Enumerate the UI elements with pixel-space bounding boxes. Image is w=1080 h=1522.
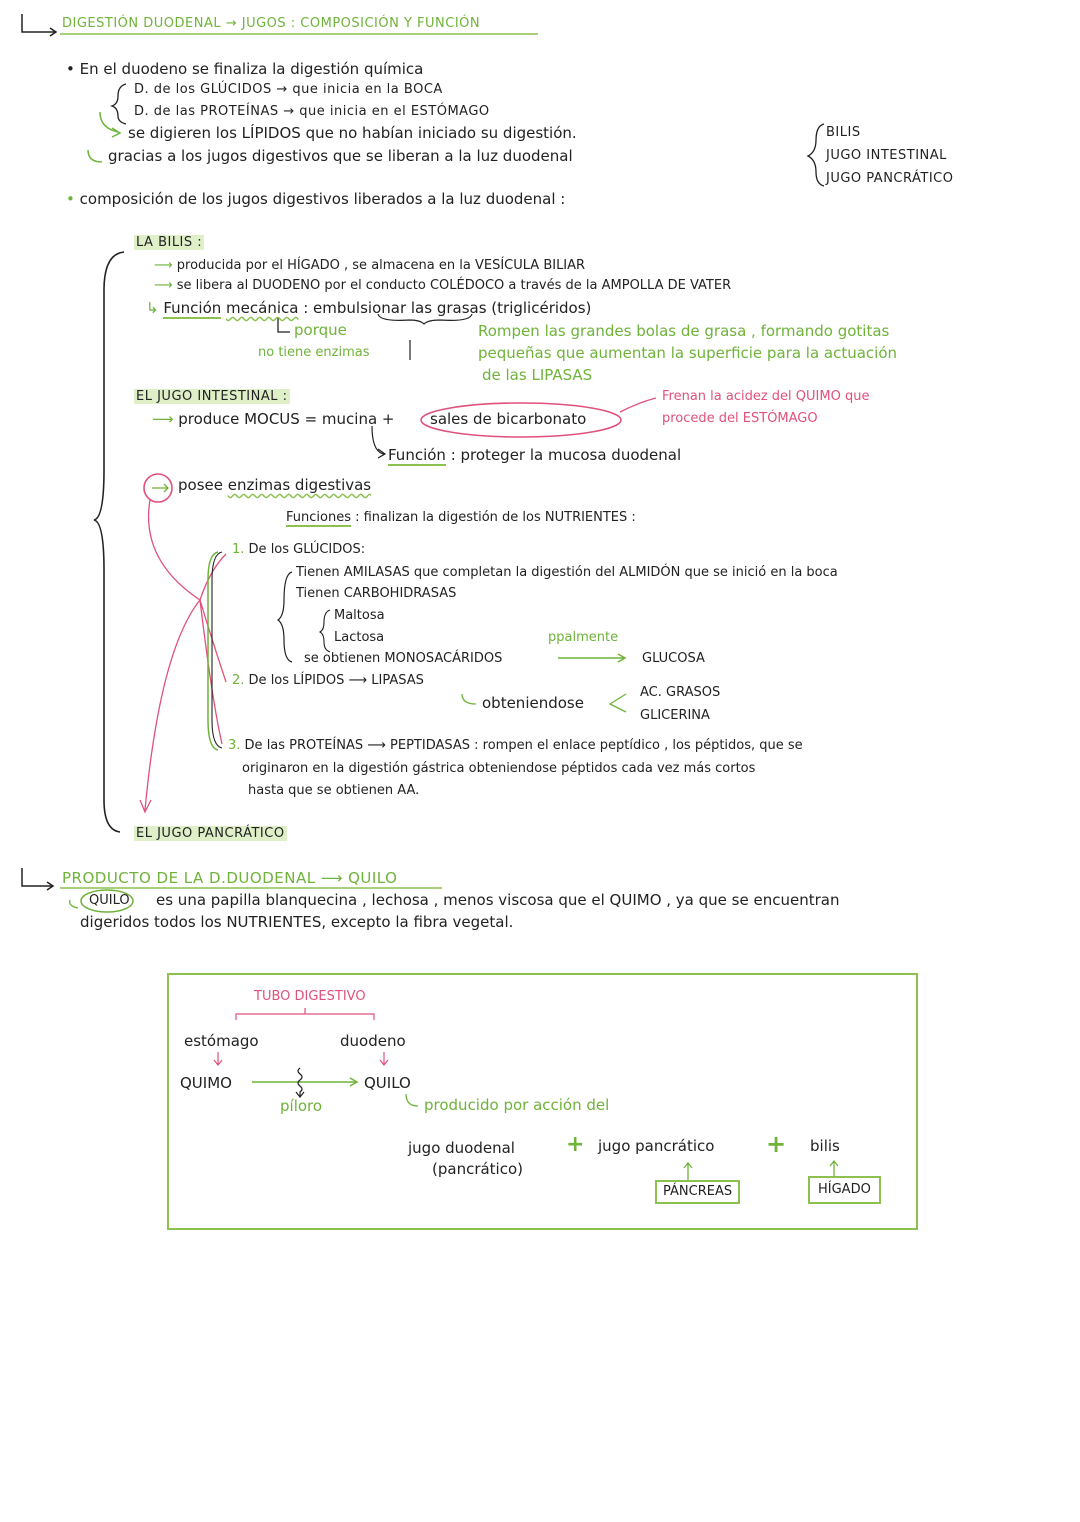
diagram-pancreas-box: PÁNCREAS xyxy=(655,1180,740,1204)
pancratico-title xyxy=(134,826,287,842)
glucidos-num: 1. xyxy=(232,542,245,557)
intro-proteinas: D. de las PROTEÍNAS → que inicia en el ESTÓMAGO xyxy=(134,104,490,119)
diagram-quilo: QUILO xyxy=(364,1074,411,1092)
azucar-lactosa: Lactosa xyxy=(334,630,385,645)
producto-quilo-word: QUILO xyxy=(89,893,130,908)
lipidos-ac-grasos: AC. GRASOS xyxy=(640,685,721,700)
intro-text: En el duodeno se finaliza la digestión química xyxy=(79,60,424,78)
lipidos-title-text: De los LÍPIDOS ⟶ LIPASAS xyxy=(248,673,424,688)
azucar-maltosa: Maltosa xyxy=(334,608,385,623)
glucidos-amilasas: Tienen AMILASAS que completan la digestión del ALMIDÓN que se inició en la boca xyxy=(296,565,838,580)
lipidos-title xyxy=(232,673,424,689)
diagram-pancratico-paren: (pancrático) xyxy=(432,1160,524,1178)
bilis-funcion-text: : embulsionar las grasas (triglicéridos) xyxy=(303,299,592,317)
intestinal-enzimas-prefix: posee xyxy=(178,476,223,494)
ppalmente-label: ppalmente xyxy=(548,630,619,645)
producto-line-1: es una papilla blanquecina , lechosa , menos viscosa que el QUIMO , ya que se encuentran xyxy=(156,891,840,909)
diagram-producido: producido por acción del xyxy=(424,1096,610,1114)
intestinal-frenan-2: procede del ESTÓMAGO xyxy=(662,411,818,426)
diagram-higado-box: HÍGADO xyxy=(808,1176,881,1204)
bilis-line2-text: se libera al DUODENO por el conducto COLÉDOCO a través de la AMPOLLA DE VATER xyxy=(176,278,732,293)
bilis-explicacion-2: pequeñas que aumentan la superficie para la actuación xyxy=(478,344,898,362)
intestinal-funciones-text: : finalizan la digestión de los NUTRIENTES : xyxy=(355,510,636,525)
lipidos-glicerina: GLICERINA xyxy=(640,708,710,723)
intestinal-funciones xyxy=(286,510,636,526)
glucidos-title-text: De los GLÚCIDOS: xyxy=(248,542,366,557)
proteinas-line-3: hasta que se obtienen AA. xyxy=(248,783,420,798)
bilis-line1-text: producida por el HÍGADO , se almacena en la VESÍCULA BILIAR xyxy=(176,258,586,273)
bilis-line2: ⟶ se libera al DUODENO por el conducto COLÉDOCO a través de la AMPOLLA DE VATER xyxy=(154,278,732,293)
intestinal-funcion-text: : proteger la mucosa duodenal xyxy=(450,446,682,464)
diagram-plus-2: + xyxy=(766,1130,787,1158)
bilis-explicacion-3: de las LIPASAS xyxy=(482,366,593,384)
diagram-estomago: estómago xyxy=(184,1032,259,1050)
proteinas-num: 3. xyxy=(228,738,241,753)
intro-line: • En el duodeno se finaliza la digestión química xyxy=(66,60,424,78)
section-title-digestion-duodenal: DIGESTIÓN DUODENAL → JUGOS : COMPOSICIÓN Y FUNCIÓN xyxy=(62,16,481,31)
jugo-bilis-label: BILIS xyxy=(826,125,861,140)
section-title-producto: PRODUCTO DE LA D.DUODENAL ⟶ QUILO xyxy=(62,869,398,887)
diagram-jugo-pancratico: jugo pancrático xyxy=(598,1137,715,1155)
bilis-funcion: ↳ Función mecánica : embulsionar las grasas (triglicéridos) xyxy=(146,299,592,317)
diagram-piloro: píloro xyxy=(280,1097,323,1115)
lipidos-num: 2. xyxy=(232,673,245,688)
lipidos-obteniendose: obteniendose xyxy=(482,694,584,712)
bilis-funcion-label: Función xyxy=(163,299,222,317)
jugo-pancratico-label: JUGO PANCRÁTICO xyxy=(826,171,954,186)
intestinal-title-text: EL JUGO INTESTINAL : xyxy=(136,389,288,404)
intestinal-funciones-label: Funciones xyxy=(286,510,351,525)
composicion-text: composición de los jugos digestivos liberados a la luz duodenal : xyxy=(79,190,566,208)
glucidos-carbohidrasas: Tienen CARBOHIDRASAS xyxy=(296,586,457,601)
intro-glucidos: D. de los GLÚCIDOS → que inicia en la BOCA xyxy=(134,82,443,97)
intestinal-title xyxy=(134,389,290,405)
intro-lipidos: se digieren los LÍPIDOS que no habían iniciado su digestión. xyxy=(128,124,577,142)
bilis-no-enzimas: no tiene enzimas xyxy=(258,345,370,360)
bilis-explicacion-1: Rompen las grandes bolas de grasa , formando gotitas xyxy=(478,322,890,340)
intestinal-enzimas xyxy=(178,476,371,494)
intestinal-produce: ⟶ produce MOCUS = mucina + xyxy=(152,410,395,428)
producto-line-2: digeridos todos los NUTRIENTES, excepto la fibra vegetal. xyxy=(80,913,514,931)
intestinal-frenan-1: Frenan la acidez del QUIMO que xyxy=(662,389,870,404)
glucidos-glucosa: GLUCOSA xyxy=(642,651,705,666)
glucidos-monosacaridos: se obtienen MONOSACÁRIDOS xyxy=(304,651,503,666)
bilis-line1: ⟶ producida por el HÍGADO , se almacena en la VESÍCULA BILIAR xyxy=(154,258,586,273)
glucidos-title xyxy=(232,542,365,558)
proteinas-text-1: De las PROTEÍNAS ⟶ PEPTIDASAS : rompen el enlace peptídico , los péptidos, que se xyxy=(244,738,803,753)
diagram-bilis: bilis xyxy=(810,1137,840,1155)
intestinal-funcion xyxy=(388,446,681,464)
bilis-funcion-tipo: mecánica xyxy=(226,299,299,317)
diagram-quimo: QUIMO xyxy=(180,1074,232,1092)
bilis-title-text: LA BILIS : xyxy=(136,235,203,250)
diagram-jugo-duodenal: jugo duodenal xyxy=(408,1139,515,1157)
proteinas-line-2: originaron en la digestión gástrica obteniendose péptidos cada vez más cortos xyxy=(242,761,756,776)
intestinal-funcion-label: Función xyxy=(388,446,446,464)
intro-gracias: gracias a los jugos digestivos que se liberan a la luz duodenal xyxy=(108,147,573,165)
intestinal-produce-text: produce MOCUS = mucina + xyxy=(178,410,395,428)
diagram-plus-1: + xyxy=(566,1132,585,1157)
composicion-line: • composición de los jugos digestivos liberados a la luz duodenal : xyxy=(66,190,566,208)
diagram-tubo-digestivo: TUBO DIGESTIVO xyxy=(254,989,366,1004)
bilis-title xyxy=(134,235,204,251)
pancratico-title-text: EL JUGO PANCRÁTICO xyxy=(136,826,285,841)
jugo-intestinal-label: JUGO INTESTINAL xyxy=(826,148,947,163)
intestinal-enzimas-text: enzimas digestivas xyxy=(227,476,372,494)
bilis-porque: porque xyxy=(294,321,347,339)
diagram-duodeno: duodeno xyxy=(340,1032,406,1050)
intestinal-sales: sales de bicarbonato xyxy=(430,410,587,428)
proteinas-line-1 xyxy=(228,738,803,754)
